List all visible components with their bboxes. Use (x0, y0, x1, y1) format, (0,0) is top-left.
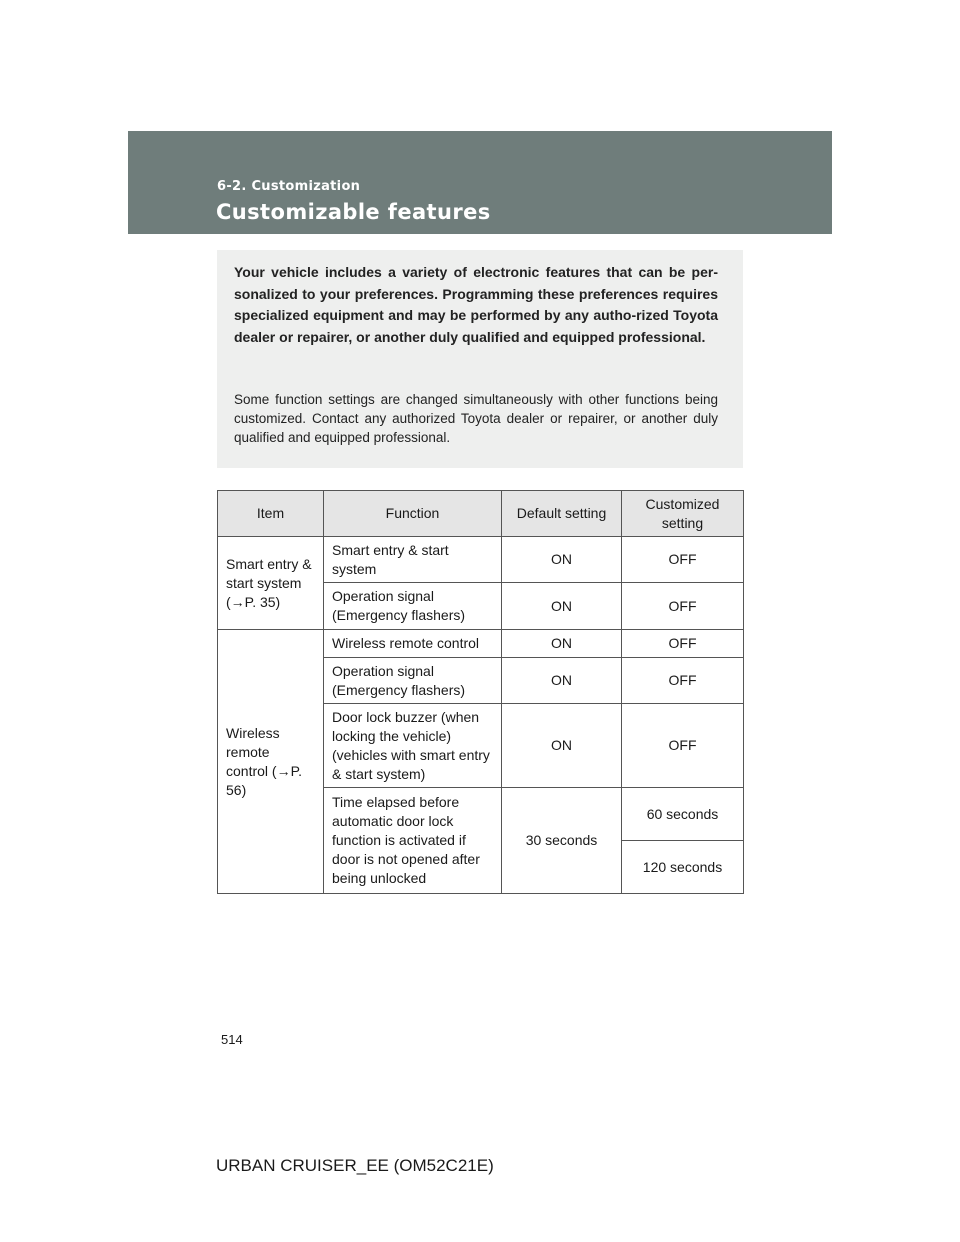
custom-cell: 120 seconds (622, 841, 744, 894)
function-cell: Operation signal (Emergency flashers) (324, 583, 502, 630)
function-cell: Time elapsed before automatic door lock function is activated if door is not opened after being unlocked (324, 788, 502, 894)
customization-table (217, 490, 744, 894)
section-header-band (128, 131, 832, 234)
default-cell: ON (502, 704, 622, 788)
section-label: 6-2. Customization (217, 179, 361, 194)
custom-cell: OFF (622, 537, 744, 583)
default-cell: ON (502, 583, 622, 630)
custom-cell: OFF (622, 630, 744, 658)
table-row (218, 630, 744, 658)
custom-cell: 60 seconds (622, 788, 744, 841)
header-customized-setting: Customized setting (622, 491, 744, 537)
page-number: 514 (221, 1032, 243, 1047)
function-cell: Operation signal (Emergency flashers) (324, 658, 502, 704)
intro-note-paragraph: Some function settings are changed simultaneously with other functions being customized. Contact any authorized Toyota dealer or repairer, or another duly qualified and equipped professional. (234, 392, 718, 445)
header-function: Function (324, 491, 502, 537)
table-header-row (218, 491, 744, 537)
custom-cell: OFF (622, 704, 744, 788)
intro-box (217, 250, 743, 468)
default-cell: ON (502, 537, 622, 583)
default-cell: ON (502, 630, 622, 658)
item-smart-entry: Smart entry & start system (→P. 35) (218, 537, 324, 630)
page-title: Customizable features (216, 200, 491, 224)
intro-bold-paragraph: Your vehicle includes a variety of electronic features that can be per-sonalized to your preferences. Programming these preferences requires specialized equipment and may be performed by any autho-rized Toyota dealer or repairer, or another duly qualified and equipped professional. (234, 264, 718, 345)
footer-model-code: URBAN CRUISER_EE (OM52C21E) (216, 1156, 494, 1175)
default-cell: 30 seconds (502, 788, 622, 894)
custom-cell: OFF (622, 658, 744, 704)
function-cell: Wireless remote control (324, 630, 502, 658)
table-row (218, 537, 744, 583)
default-cell: ON (502, 658, 622, 704)
custom-cell: OFF (622, 583, 744, 630)
item-wireless-remote: Wireless remote control (→P. 56) (218, 630, 324, 894)
function-cell: Door lock buzzer (when locking the vehicle) (vehicles with smart entry & start system) (324, 704, 502, 788)
function-cell: Smart entry & start system (324, 537, 502, 583)
header-item: Item (218, 491, 324, 537)
header-default-setting: Default setting (502, 491, 622, 537)
